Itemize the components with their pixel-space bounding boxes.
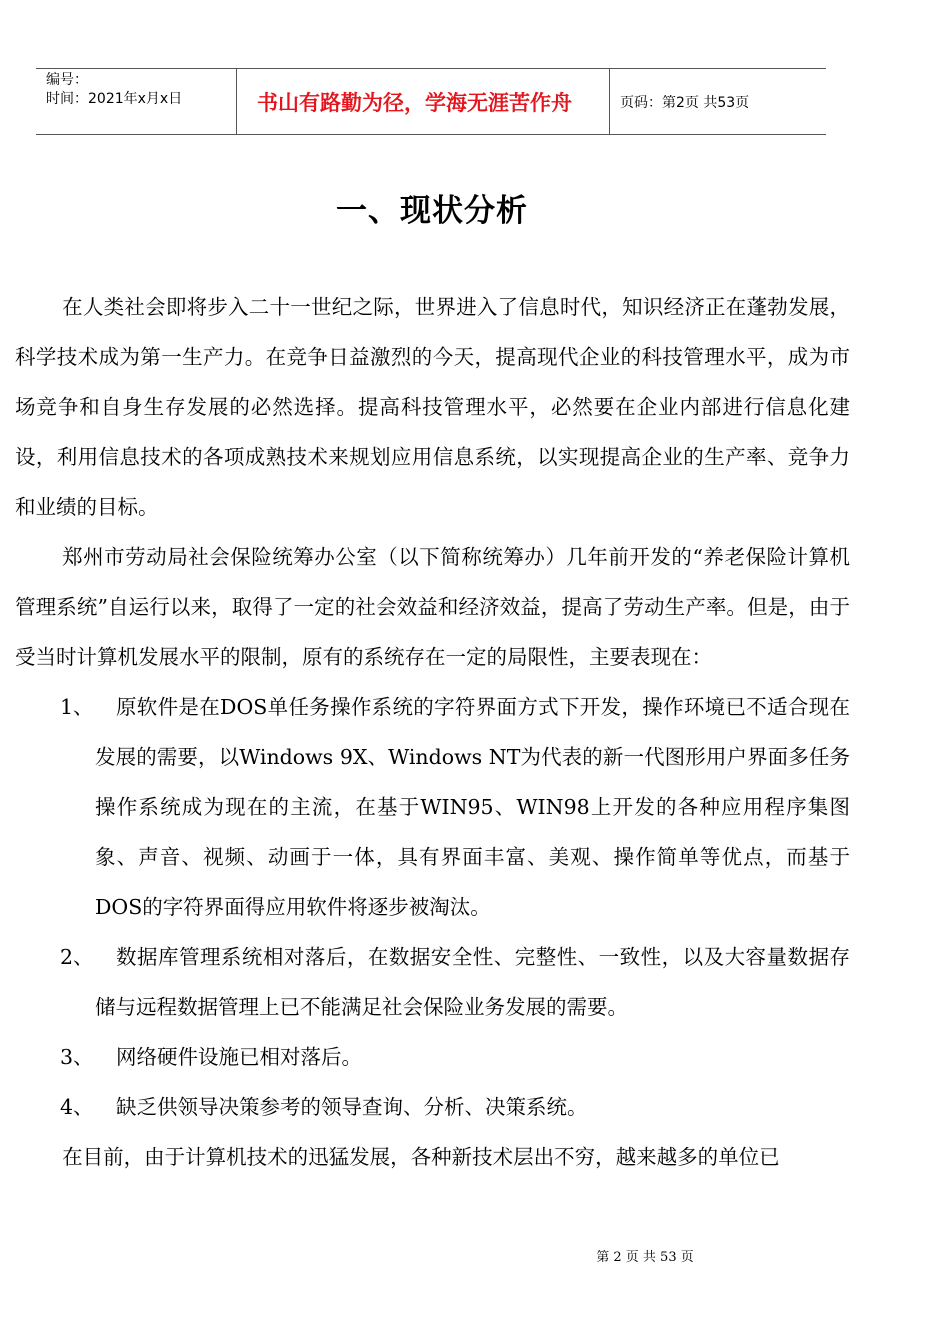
list-item-2 — [15, 932, 850, 1032]
closing-paragraph: 在目前，由于计算机技术的迅猛发展，各种新技术层出不穷，越来越多的单位已 — [62, 1145, 780, 1169]
list-item-number: 1、 — [60, 695, 94, 719]
header-motto: 书山有路勤为径，学海无涯苦作舟 — [237, 69, 610, 134]
page-footer — [0, 1246, 950, 1265]
list-item-3 — [15, 1032, 850, 1082]
header-table — [36, 68, 826, 135]
list-item-text: 数据库管理系统相对落后，在数据安全性、完整性、一致性，以及大容量数据存储与远程数据管理上已不能满足社会保险业务发展的需要。 — [95, 945, 850, 1019]
list-item-text: 缺乏供领导决策参考的领导查询、分析、决策系统。 — [116, 1095, 588, 1119]
list-item-number: 3、 — [60, 1045, 94, 1069]
page-title: 一、现状分析 — [336, 193, 528, 229]
list-item-1 — [15, 682, 850, 932]
list-item-text: 原软件是在DOS单任务操作系统的字符界面方式下开发，操作环境已不适合现在发展的需要，以Windows 9X、Windows NT为代表的新一代图形用户界面多任务操作系统成为现在的主流，在基于WIN95、WIN98上开发的各种应用程序集图象、声音、视频、动画于一体，具有界面丰富、美观、操作简单等优点，而基于DOS的字符界面得应用软件将逐步被淘汰。 — [95, 695, 850, 919]
list-item-text: 网络硬件设施已相对落后。 — [116, 1045, 362, 1069]
list-item-4 — [15, 1082, 850, 1132]
time-label: 时间：2021年x月x日 — [46, 91, 183, 107]
paragraph-2: 郑州市劳动局社会保险统筹办公室（以下简称统筹办）几年前开发的“养老保险计算机管理系统”自运行以来，取得了一定的社会效益和经济效益，提高了劳动生产率。但是，由于受当时计算机发展水平的限制，原有的系统存在一定的局限性，主要表现在： — [15, 545, 850, 669]
list-item-number: 4、 — [60, 1095, 94, 1119]
footer-page-number: 第 2 页 共 53 页 — [596, 1250, 694, 1265]
header-meta — [36, 69, 237, 134]
paragraph-1: 在人类社会即将步入二十一世纪之际，世界进入了信息时代，知识经济正在蓬勃发展，科学技术成为第一生产力。在竞争日益激烈的今天，提高现代企业的科技管理水平，成为市场竞争和自身生存发展的必然选择。提高科技管理水平，必然要在企业内部进行信息化建设，利用信息技术的各项成熟技术来规划应用信息系统，以实现提高企业的生产率、竞争力和业绩的目标。 — [15, 295, 850, 519]
document-body — [15, 282, 850, 1182]
header-page-label: 页码：第2页 共53页 — [620, 94, 750, 111]
list-item-number: 2、 — [60, 945, 94, 969]
number-label: 编号： — [46, 72, 88, 88]
